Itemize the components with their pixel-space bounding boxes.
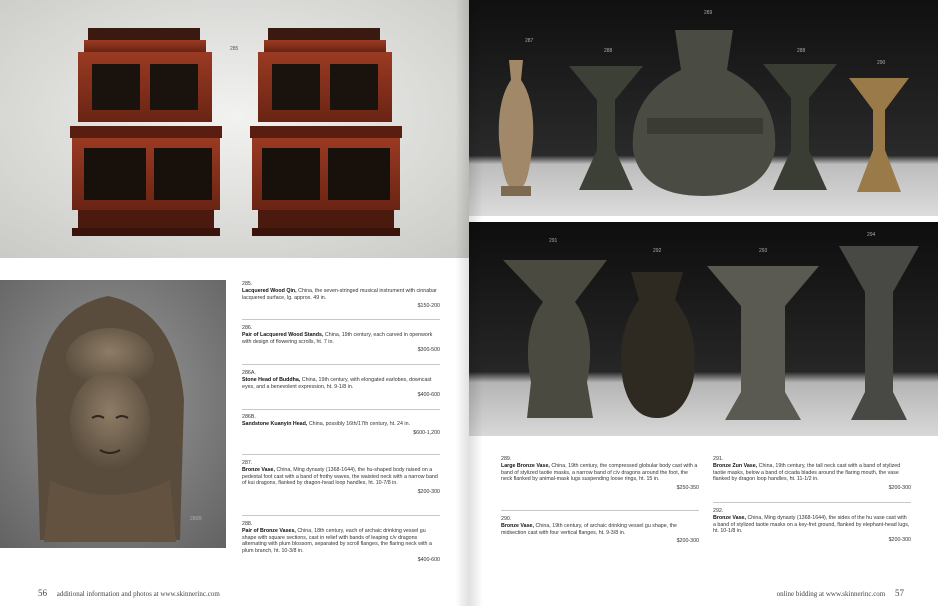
lot-title: Bronze Vase, [501, 522, 534, 529]
lot-entry [242, 281, 440, 310]
kuanyin-head-photo [0, 280, 226, 548]
lot-description: China, Ming dynasty (1368-1644), the hu-shaped body raised on a pedestal foot cast with a band of frothy waves, the waisted neck with a narrow band of kui dragons, flanked by dragon-head loop handles, ht. 10-7/8 in. [242, 466, 438, 487]
lot-number: 286A. [242, 370, 256, 376]
lot-number: 291. [713, 456, 724, 462]
bronze-vases-top-photo [469, 0, 938, 216]
lot-title: Bronze Zun Vase, [713, 462, 758, 469]
lot-estimate: $250-350 [676, 485, 699, 492]
lot-entry [242, 460, 440, 496]
lot-number: 285. [242, 281, 253, 287]
right-page [469, 0, 938, 606]
lot-title: Bronze Vase, [242, 466, 275, 473]
lot-estimate: $300-500 [417, 347, 440, 354]
lot-divider [242, 409, 440, 410]
lot-title: Stone Head of Buddha, [242, 376, 301, 383]
left-footer [30, 588, 220, 598]
photo-lot-number: 292 [653, 248, 662, 254]
lot-entry [242, 370, 440, 399]
lot-number: 286B. [242, 414, 256, 420]
lot-estimate: $400-600 [417, 556, 440, 563]
lot-title: Lacquered Wood Qin, [242, 287, 297, 294]
lot-divider [242, 454, 440, 455]
left-footer-text[interactable]: additional information and photos at www.skinnerinc.com [56, 590, 220, 598]
lot-divider [242, 319, 440, 320]
bronze-vases-bottom-photo [469, 222, 938, 436]
lot-estimate: $400-600 [417, 392, 440, 399]
lot-divider [242, 364, 440, 365]
lot-estimate: $200-300 [888, 537, 911, 544]
lot-divider [242, 515, 440, 516]
lot-estimate: $200-300 [417, 489, 440, 496]
lot-title: Pair of Lacquered Wood Stands, [242, 331, 324, 338]
photo-lot-number: 291 [549, 238, 558, 244]
lot-number: 292. [713, 508, 724, 514]
lot-description: China, 19th century, the tall neck cast with a band of stylized taotie masks, below a band of cicada blades around the flaring mouth, the vase flanked by dragon loop handles, ht. 11-1/2 in. [713, 462, 901, 483]
lot-entry [501, 516, 699, 545]
lot-number: 290. [501, 516, 512, 522]
lot-description: China, 18th century, each of archaic drinking vessel gu shape with square sections, cast in relief with bands of leaping c/v dragons alternating with plum blossom, separated by scroll flanges, the flaring neck with a plum branch, ht. 10-3/8 in. [242, 527, 432, 555]
photo-lot-number: 286B [190, 516, 202, 522]
lot-description: China, 19th century, of archaic drinking vessel gu shape, the midsection cast with four vertical flanges, ht. 9-3/8 in. [501, 522, 677, 536]
left-page-number: 56 [38, 588, 47, 598]
lot-title: Pair of Bronze Vases, [242, 527, 296, 534]
photo-lot-number: 294 [867, 232, 876, 238]
photo-lot-number: 290 [877, 60, 886, 66]
lacquered-stands-image [0, 0, 469, 258]
lot-entry [242, 414, 440, 436]
right-page-number: 57 [895, 588, 904, 598]
lot-description: China, the seven-stringed musical instrument with cinnabar lacquered surface, lg. approx. 49 in. [242, 287, 437, 301]
photo-lot-number: 288 [797, 48, 806, 54]
lot-title: Bronze Vase, [713, 514, 746, 521]
lot-estimate: $200-300 [888, 485, 911, 492]
lacquered-stands-photo [0, 0, 469, 258]
lot-entry [242, 521, 440, 564]
lot-divider [713, 502, 911, 503]
kuanyin-head-image [0, 280, 226, 548]
photo-lot-number: 288 [604, 48, 613, 54]
lot-number: 286. [242, 325, 253, 331]
lot-description: China, 19th century, each carved in openwork with design of flowering scrolls, ht. 7 in. [242, 331, 433, 345]
lot-description: China, possibly 16th/17th century, ht. 24 in. [308, 420, 411, 427]
photo-lot-number: 287 [525, 38, 534, 44]
lot-title: Sandstone Kuanyin Head, [242, 420, 308, 427]
lot-description: China, Ming dynasty (1368-1644), the sides of the hu vase cast with a band of stylized taotie masks on a key-fret ground, flanked by elephant-head lugs, ht. 10-1/8 in. [713, 514, 910, 535]
photo-lot-number: 285 [230, 46, 239, 52]
lot-entry [713, 508, 911, 544]
lot-description: China, 19th century, the compressed globular body cast with a band of stylized taotie masks, a narrow band of c/v dragons around the foot, the neck flanked by animal-mask lugs suspending loose rings, ht. 15 in. [501, 462, 698, 483]
lot-estimate: $600-1,200 [413, 429, 440, 436]
bronze-vases-bottom-image [469, 222, 938, 436]
lot-number: 287. [242, 460, 253, 466]
photo-lot-number: 289 [704, 10, 713, 16]
lot-number: 288. [242, 521, 253, 527]
bronze-vases-top-image [469, 0, 938, 216]
lot-entry [242, 325, 440, 354]
lot-number: 289. [501, 456, 512, 462]
lot-estimate: $200-300 [676, 538, 699, 545]
lot-entry [713, 456, 911, 492]
lot-estimate: $150-200 [417, 303, 440, 310]
lot-divider [501, 510, 699, 511]
lot-description: China, 19th century, with elongated earlobes, downcast eyes, and a benevolent expression, ht. 9-1/8 in. [242, 376, 432, 390]
lot-entry [501, 456, 699, 492]
lot-title: Large Bronze Vase, [501, 462, 550, 469]
right-footer [777, 588, 912, 598]
photo-lot-number: 293 [759, 248, 768, 254]
right-footer-text[interactable]: online bidding at www.skinnerinc.com [776, 590, 886, 598]
